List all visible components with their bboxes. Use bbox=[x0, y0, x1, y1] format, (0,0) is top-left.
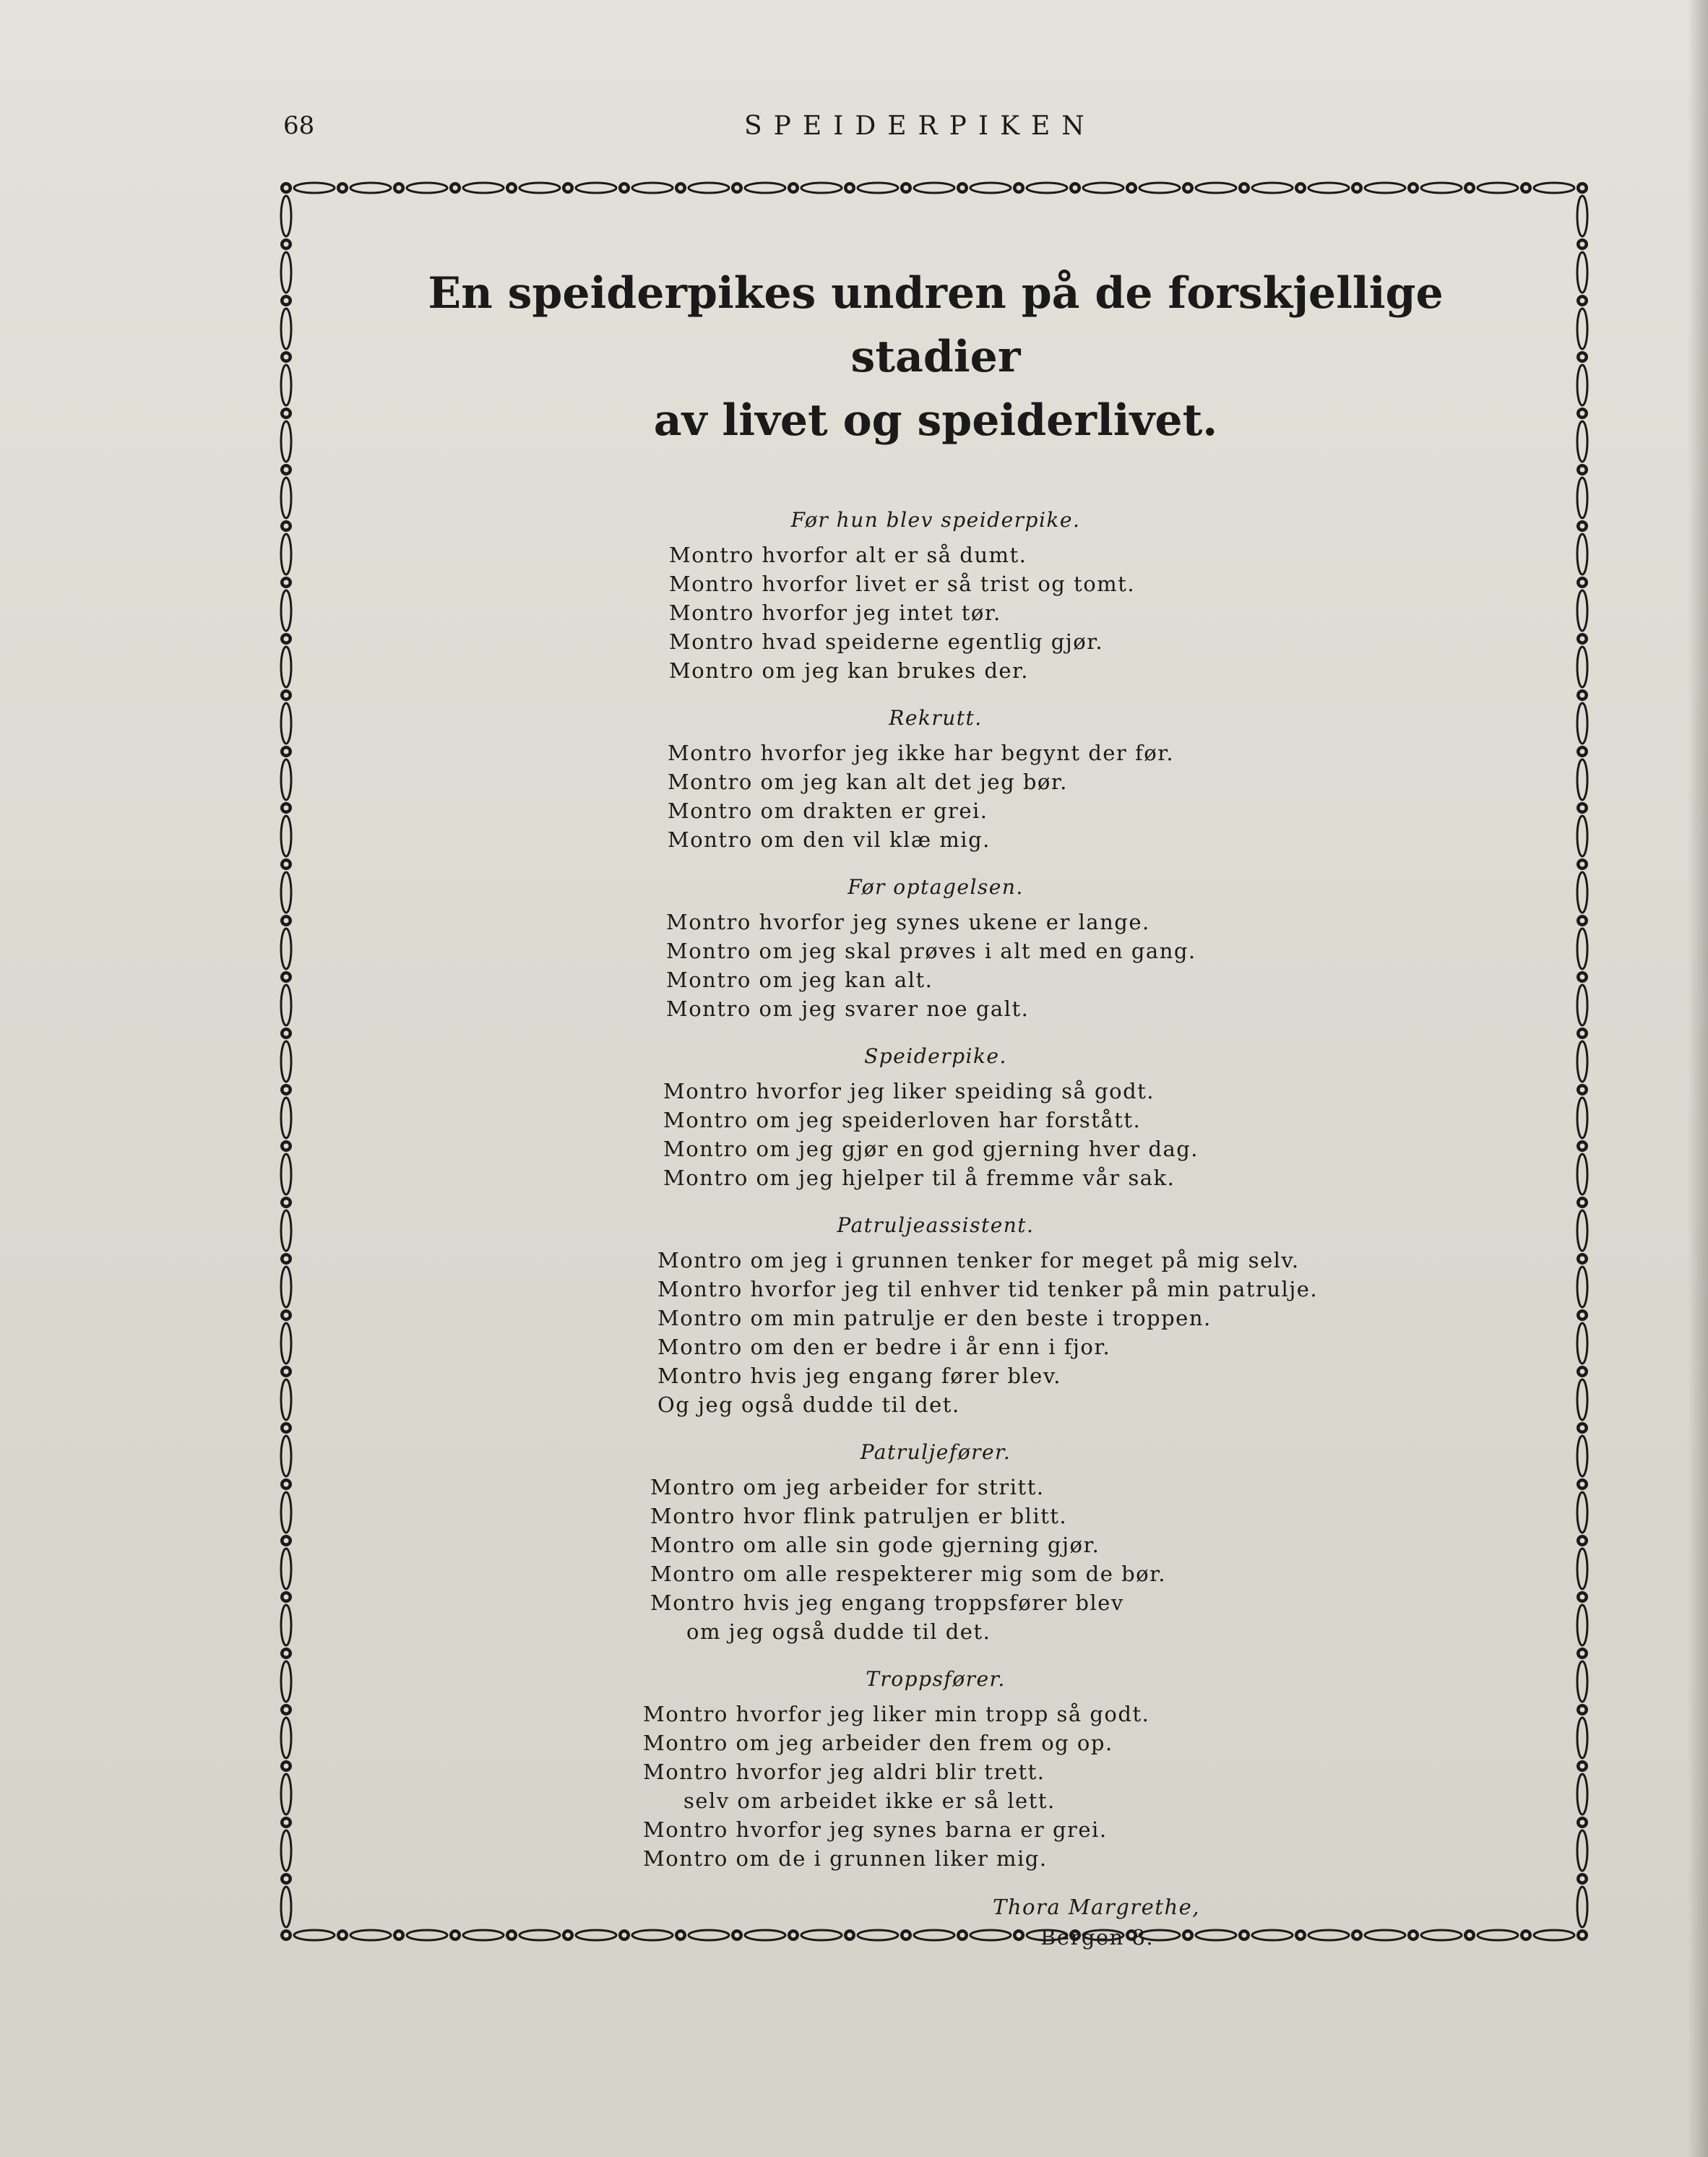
poem-line: Montro om jeg arbeider den frem og op. bbox=[643, 1731, 1113, 1755]
page-edge-shadow bbox=[1688, 0, 1708, 2157]
poem-line: Montro om jeg arbeider for stritt. bbox=[650, 1475, 1045, 1499]
running-title: SPEIDERPIKEN bbox=[744, 111, 1096, 141]
poem-line: Montro om den er bedre i år enn i fjor. bbox=[657, 1335, 1111, 1359]
poem-line: Montro om jeg skal prøves i alt med en gang. bbox=[666, 939, 1196, 963]
poem-line: Montro om min patrulje er den beste i troppen. bbox=[657, 1306, 1212, 1330]
poem-line: Montro hvorfor jeg til enhver tid tenker på min patrulje. bbox=[657, 1277, 1319, 1301]
poem-stanza bbox=[340, 873, 1532, 1023]
poem-line: Montro om de i grunnen liker mig. bbox=[643, 1846, 1048, 1871]
poem-line: Montro hvorfor jeg liker min tropp så godt. bbox=[643, 1702, 1150, 1726]
poem-line: Montro om drakten er grei. bbox=[668, 798, 988, 823]
poem-line: Montro hvorfor jeg aldri blir trett. bbox=[643, 1760, 1045, 1784]
poem-line: Montro om jeg kan alt det jeg bør. bbox=[668, 770, 1068, 794]
article bbox=[340, 262, 1532, 1953]
stanza-heading: Speiderpike. bbox=[864, 1044, 1007, 1068]
poem-line: Montro om jeg kan alt. bbox=[666, 968, 933, 992]
poem-line: Montro om alle sin gode gjerning gjør. bbox=[650, 1533, 1100, 1557]
poem-line: Montro hvad speiderne egentlig gjør. bbox=[669, 629, 1104, 654]
poem-line: om jeg også dudde til det. bbox=[686, 1619, 991, 1644]
author-name: Thora Margrethe, bbox=[993, 1895, 1200, 1919]
poem-line: Montro hvorfor jeg liker speiding så godt. bbox=[663, 1079, 1155, 1103]
poem-line: Montro hvorfor jeg ikke har begynt der før. bbox=[668, 741, 1175, 765]
stanza-heading: Før optagelsen. bbox=[847, 875, 1024, 899]
stanza-heading: Rekrutt. bbox=[889, 706, 983, 730]
article-title bbox=[340, 262, 1532, 452]
poem-stanza bbox=[340, 506, 1532, 685]
poem-stanza bbox=[340, 1438, 1532, 1646]
poem-line: Montro hvorfor jeg synes barna er grei. bbox=[643, 1817, 1108, 1842]
poem-stanza bbox=[340, 1042, 1532, 1192]
author-place: Bergen 8. bbox=[1040, 1925, 1155, 1950]
poem-line: Montro om jeg svarer noe galt. bbox=[666, 996, 1030, 1021]
poem-stanza bbox=[340, 1211, 1532, 1419]
poem-line: selv om arbeidet ikke er så lett. bbox=[683, 1788, 1056, 1813]
stanza-heading: Patruljeassistent. bbox=[837, 1213, 1035, 1237]
poem-line: Montro hvis jeg engang troppsfører blev bbox=[650, 1590, 1124, 1615]
signature bbox=[340, 1892, 1532, 1953]
page-number: 68 bbox=[283, 111, 315, 140]
poem-line: Montro om jeg hjelper til å fremme vår sak. bbox=[663, 1166, 1176, 1190]
stanza-heading: Troppsfører. bbox=[866, 1667, 1006, 1691]
poem-line: Montro hvis jeg engang fører blev. bbox=[657, 1364, 1062, 1388]
poem-line: Og jeg også dudde til det. bbox=[657, 1392, 960, 1417]
poem-line: Montro om jeg i grunnen tenker for meget på mig selv. bbox=[657, 1248, 1300, 1273]
poem-line: Montro hvorfor jeg synes ukene er lange. bbox=[666, 910, 1150, 934]
stanza-heading: Før hun blev speiderpike. bbox=[790, 508, 1081, 532]
poem-line: Montro hvor flink patruljen er blitt. bbox=[650, 1504, 1068, 1528]
poem-line: Montro hvorfor livet er så trist og tomt. bbox=[669, 572, 1136, 596]
title-line-2: av livet og speiderlivet. bbox=[653, 395, 1218, 446]
stanza-heading: Patruljefører. bbox=[860, 1440, 1012, 1464]
poem-stanza bbox=[340, 1665, 1532, 1873]
poem-line: Montro hvorfor jeg intet tør. bbox=[669, 600, 1001, 625]
title-line-1: En speiderpikes undren på de forskjellige stadier bbox=[428, 268, 1444, 382]
poem-line: Montro om jeg gjør en god gjerning hver dag. bbox=[663, 1137, 1199, 1161]
poem bbox=[340, 506, 1532, 1953]
poem-line: Montro om alle respekterer mig som de bør. bbox=[650, 1562, 1167, 1586]
poem-line: Montro om jeg speiderloven har forstått. bbox=[663, 1108, 1142, 1132]
poem-line: Montro hvorfor alt er så dumt. bbox=[669, 543, 1027, 567]
page-header bbox=[0, 107, 1708, 150]
poem-line: Montro om den vil klæ mig. bbox=[668, 827, 991, 852]
poem-stanza bbox=[340, 704, 1532, 854]
poem-line: Montro om jeg kan brukes der. bbox=[669, 658, 1029, 683]
